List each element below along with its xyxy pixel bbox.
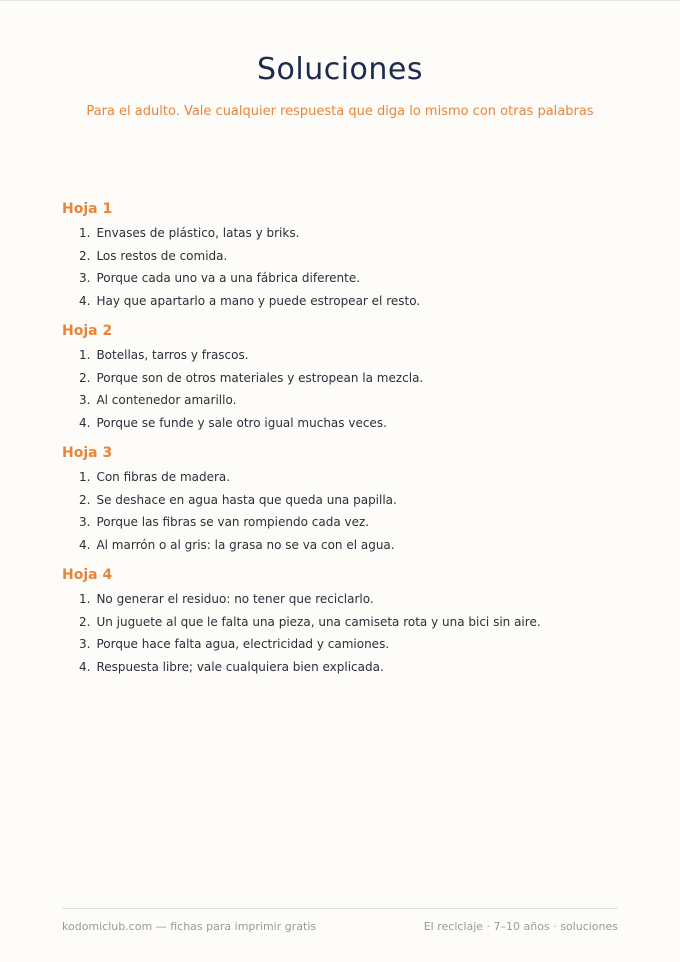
answer-number: 2.: [79, 248, 91, 263]
answer-number: 1.: [79, 592, 91, 606]
answer-number: 3.: [79, 515, 91, 529]
answer-number: 2.: [79, 492, 91, 507]
answer-item: [79, 267, 622, 290]
answer-text: Porque se funde y sale otro igual muchas veces.: [96, 415, 387, 430]
answer-text: Al marrón o al gris: la grasa no se va con el agua.: [96, 537, 395, 552]
answer-number: 4.: [79, 659, 91, 674]
answer-number: 1.: [79, 226, 91, 240]
answer-text: Porque cada uno va a una fábrica diferente.: [96, 271, 361, 285]
answer-text: Respuesta libre; vale cualquiera bien explicada.: [96, 659, 384, 674]
answer-number: 3.: [79, 637, 91, 651]
footer-divider: [62, 908, 618, 909]
answer-text: Botellas, tarros y frascos.: [96, 348, 249, 362]
section-title: Hoja 1: [62, 201, 113, 217]
page-subtitle: Para el adulto. Vale cualquier respuesta que diga lo mismo con otras palabras: [86, 104, 594, 119]
section-hoja-2: [62, 322, 622, 434]
answer-item: [79, 344, 622, 367]
answer-item: [79, 656, 622, 679]
answer-text: Los restos de comida.: [96, 248, 228, 263]
answer-list: [62, 466, 622, 556]
solutions-content: [62, 200, 622, 688]
answer-number: 2.: [79, 614, 91, 629]
answer-number: 1.: [79, 470, 91, 484]
answer-item: [79, 290, 622, 313]
answer-text: Hay que apartarlo a mano y puede estropear el resto.: [96, 293, 421, 308]
answer-number: 3.: [79, 271, 91, 285]
section-title: Hoja 4: [62, 567, 113, 583]
section-hoja-4: [62, 566, 622, 678]
answer-text: Porque son de otros materiales y estropean la mezcla.: [96, 370, 424, 385]
answer-text: Con fibras de madera.: [96, 470, 231, 484]
answer-item: [79, 412, 622, 435]
answer-item: [79, 245, 622, 268]
answer-item: [79, 389, 622, 412]
page-title: Soluciones: [256, 52, 424, 87]
answer-text: Se deshace en agua hasta que queda una papilla.: [96, 492, 397, 507]
section-title: Hoja 2: [62, 323, 113, 339]
answer-list: [62, 222, 622, 312]
answer-item: [79, 633, 622, 656]
section-hoja-3: [62, 444, 622, 556]
answer-item: [79, 588, 622, 611]
answer-item: [79, 367, 622, 390]
answer-text: No generar el residuo: no tener que reciclarlo.: [96, 592, 374, 606]
answer-item: [79, 511, 622, 534]
section-title: Hoja 3: [62, 445, 113, 461]
answer-number: 4.: [79, 293, 91, 308]
answer-number: 4.: [79, 415, 91, 430]
answer-text: Porque las fibras se van rompiendo cada vez.: [96, 515, 370, 529]
answer-item: [79, 222, 622, 245]
section-hoja-1: [62, 200, 622, 312]
footer-worksheet-info: El reciclaje · 7–10 años · soluciones: [423, 920, 618, 933]
answer-item: [79, 489, 622, 512]
answer-number: 2.: [79, 370, 91, 385]
answer-number: 1.: [79, 348, 91, 362]
answer-text: Al contenedor amarillo.: [96, 393, 237, 407]
answer-list: [62, 588, 622, 678]
answer-text: Porque hace falta agua, electricidad y camiones.: [96, 637, 390, 651]
answer-list: [62, 344, 622, 434]
answer-text: Envases de plástico, latas y briks.: [96, 226, 300, 240]
top-divider: [0, 0, 680, 1]
answer-text: Un juguete al que le falta una pieza, una camiseta rota y una bici sin aire.: [96, 614, 541, 629]
answer-number: 4.: [79, 537, 91, 552]
answer-item: [79, 611, 622, 634]
answer-item: [79, 466, 622, 489]
answer-number: 3.: [79, 393, 91, 407]
answer-item: [79, 534, 622, 557]
footer-site-text: kodomiclub.com — fichas para imprimir gratis: [62, 920, 317, 933]
